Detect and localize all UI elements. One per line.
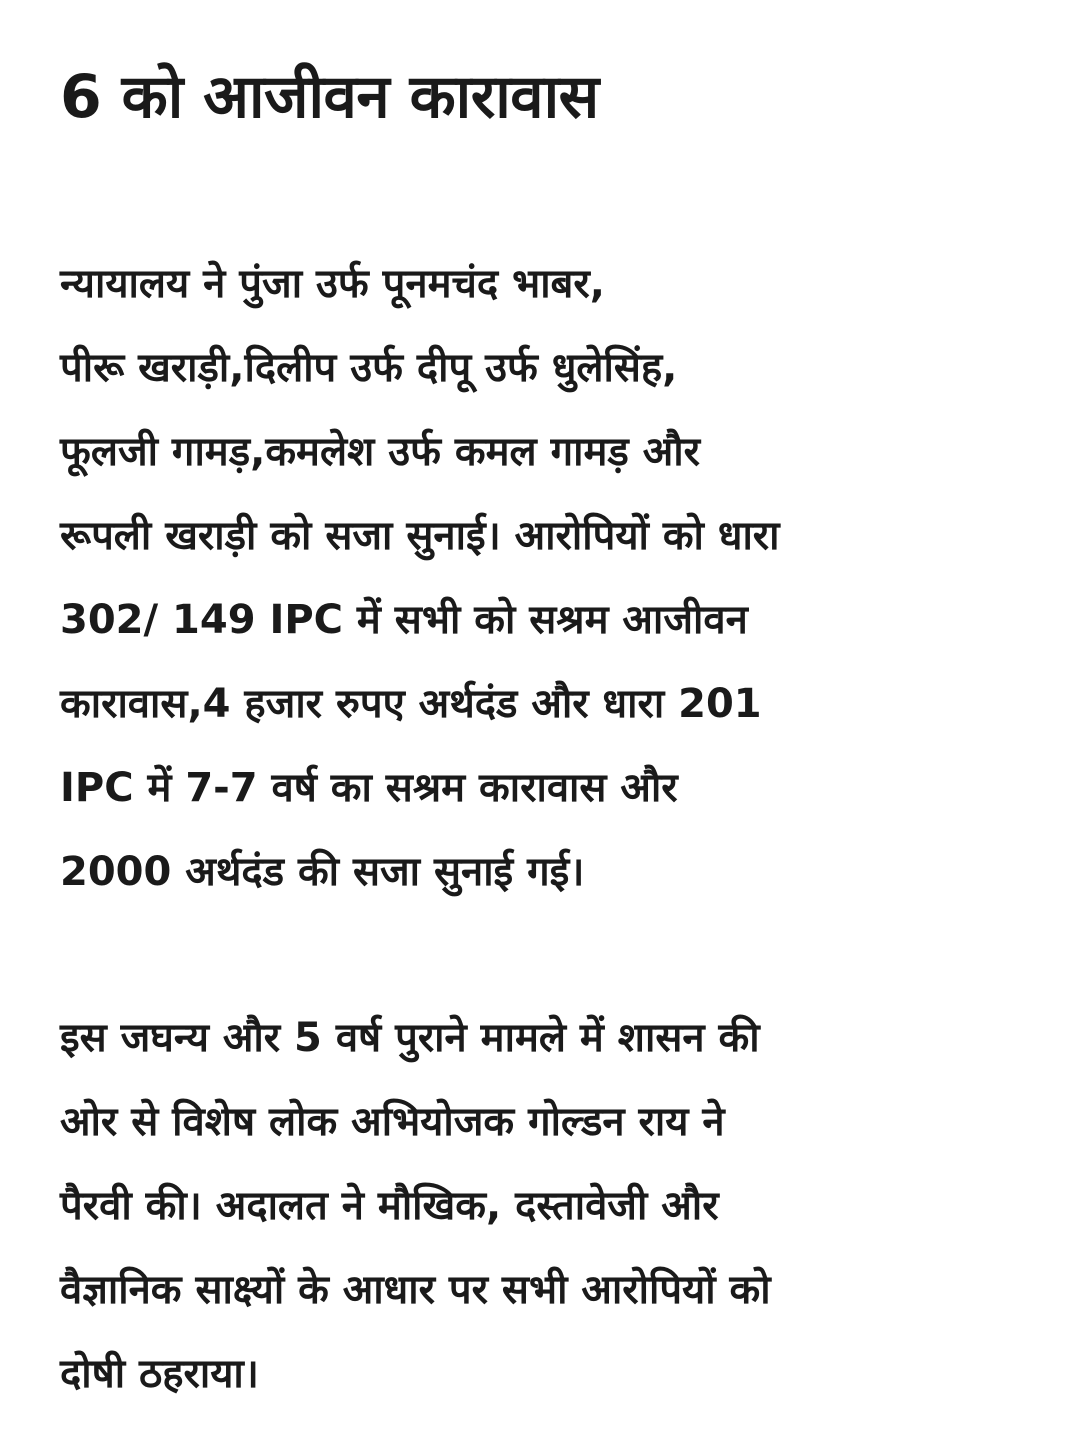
paragraph-verdict xyxy=(60,242,1040,914)
text-line: दोषी ठहराया। xyxy=(60,1351,259,1397)
news-article xyxy=(60,0,1040,1416)
text-line: कारावास,4 हजार रुपए अर्थदंड और धारा 201 xyxy=(60,681,762,727)
text-line: इस जघन्य और 5 वर्ष पुराने मामले में शासन की xyxy=(60,1015,760,1061)
text-line: पीरू खराड़ी,दिलीप उर्फ दीपू उर्फ धुलेसिंह, xyxy=(60,345,678,391)
text-line: रूपली खराड़ी को सजा सुनाई। आरोपियों को धारा xyxy=(60,513,780,559)
text-line: न्यायालय ने पुंजा उर्फ पूनमचंद भाबर, xyxy=(60,261,605,307)
text-line: 2000 अर्थदंड की सजा सुनाई गई। xyxy=(60,849,585,895)
text-line: IPC में 7-7 वर्ष का सश्रम कारावास और xyxy=(60,765,678,811)
text-line: ओर से विशेष लोक अभियोजक गोल्डन राय ने xyxy=(60,1099,725,1145)
paragraph-prosecution xyxy=(60,996,1040,1416)
text-line: 302/ 149 IPC में सभी को सश्रम आजीवन xyxy=(60,597,748,643)
text-line: फूलजी गामड़,कमलेश उर्फ कमल गामड़ और xyxy=(60,429,700,475)
text-line: वैज्ञानिक साक्ष्यों के आधार पर सभी आरोपियों को xyxy=(60,1267,771,1313)
headline: 6 को आजीवन कारावास xyxy=(60,62,599,132)
text-line: पैरवी की। अदालत ने मौखिक, दस्तावेजी और xyxy=(60,1183,719,1229)
